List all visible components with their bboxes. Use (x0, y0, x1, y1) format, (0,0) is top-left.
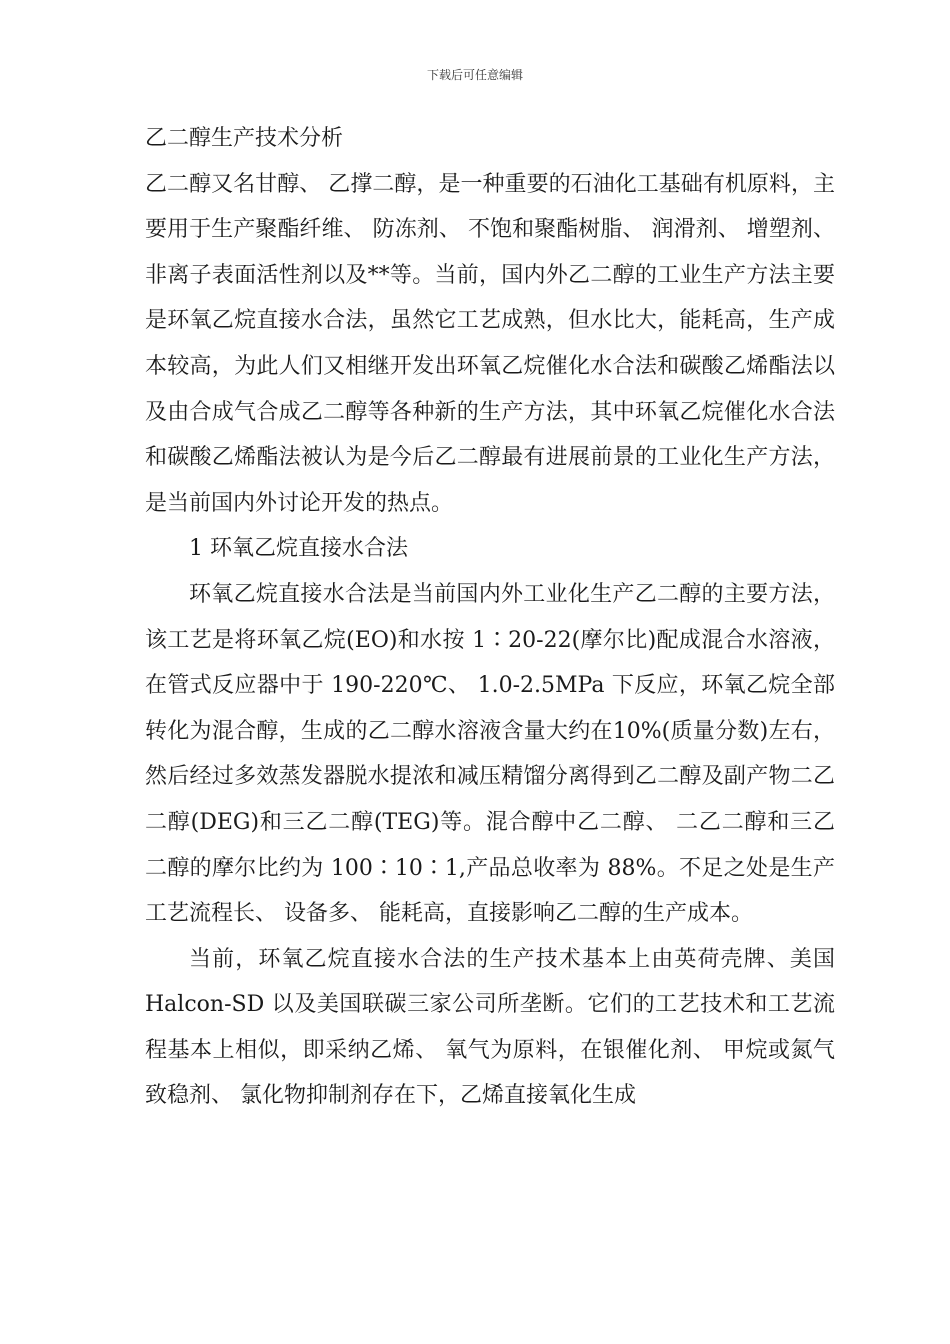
document-title: 乙二醇生产技术分析 (145, 126, 344, 151)
intro-paragraph: 乙二醇又名甘醇、 乙撑二醇，是一种重要的石油化工基础有机原料，主要用于生产聚酯纤维、 防冻剂、 不饱和聚酯树脂、 润滑剂、 增塑剂、 非离子表面活性剂以及**等。当前，国内外乙二醇的工业生产方法主要是环氧乙烷直接水合法，虽然它工艺成熟，但水比大，能耗高，生产成本较高，为此人们又相继开发出环氧乙烷催化水合法和碳酸乙烯酯法以及由合成气合成乙二醇等各种新的生产方法，其中环氧乙烷催化水合法和碳酸乙烯酯法被认为是今后乙二醇最有进展前景的工业化生产方法，是当前国内外讨论开发的热点。 (145, 171, 835, 516)
section-paragraph-1: 环氧乙烷直接水合法是当前国内外工业化生产乙二醇的主要方法，该工艺是将环氧乙烷(EO)和水按 1∶20-22(摩尔比)配成混合水溶液，在管式反应器中于 190-220℃、 1.0-2.5MPa 下反应，环氧乙烷全部转化为混合醇，生成的乙二醇水溶液含量大约在10%(质量分数)左右，然后经过多效蒸发器脱水提浓和减压精馏分离得到乙二醇及副产物二乙二醇(DEG)和三乙二醇(TEG)等。混合醇中乙二醇、 二乙二醇和三乙二醇的摩尔比约为 100∶10∶1,产品总收率为 88%。不足之处是生产工艺流程长、 设备多、 能耗高，直接影响乙二醇的生产成本。 (145, 581, 835, 927)
section-heading: 1 环氧乙烷直接水合法 (189, 536, 408, 562)
section-paragraph-2: 当前，环氧乙烷直接水合法的生产技术基本上由英荷壳牌、美国 Halcon-SD 以及美国联碳三家公司所垄断。它们的工艺技术和工艺流程基本上相似，即采纳乙烯、 氧气为原料，在银催化剂、 甲烷或氮气致稳剂、 氯化物抑制剂存在下，乙烯直接氧化生成 (145, 946, 835, 1109)
document-body (145, 116, 835, 1119)
page-header-note: 下载后可任意编辑 (426, 68, 523, 82)
